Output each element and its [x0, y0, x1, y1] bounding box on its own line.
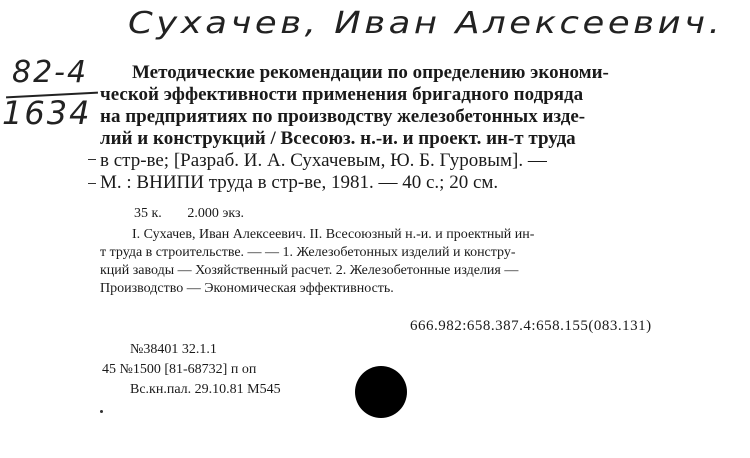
accession-line: 45 №1500 [81-68732] п оп: [102, 362, 257, 377]
main-entry: [100, 62, 712, 194]
accession-line: Вс.кн.пал. 29.10.81 М545: [130, 382, 281, 397]
price-line: [134, 206, 244, 222]
main-entry-line: лий и конструкций / Всесоюз. н.-и. и проект. ин-т труда: [100, 128, 576, 149]
main-entry-line: М. : ВНИПИ труда в стр-ве, 1981. — 40 с.; 20 см.: [100, 172, 499, 193]
subject-notes: [100, 226, 712, 298]
notes-line: Производство — Экономическая эффективность.: [100, 281, 394, 296]
margin-mark: [88, 159, 96, 160]
margin-dot: [100, 410, 103, 413]
handwritten-call-number-bottom: 1634: [2, 94, 92, 132]
handwritten-author-name: Сухачев, Иван Алексеевич.: [128, 6, 724, 41]
margin-mark: [88, 183, 96, 184]
punch-hole: [355, 366, 407, 418]
main-entry-line: ческой эффективности применения бригадного подряда: [100, 84, 584, 105]
notes-line: кций заводы — Хозяйственный расчет. 2. Железобетонные изделия —: [100, 263, 519, 278]
handwritten-call-number-top: 82-4: [12, 55, 89, 90]
notes-line: т труда в строительстве. — — 1. Железобетонных изделий и констру-: [100, 245, 516, 260]
notes-line: I. Сухачев, Иван Алексеевич. II. Всесоюзный н.-и. и проектный ин-: [132, 227, 535, 242]
main-entry-line: Методические рекомендации по определению экономи-: [132, 62, 609, 83]
print-run: 2.000 экз.: [187, 206, 244, 221]
price-cost: 35 к.: [134, 206, 162, 221]
udc-code: 666.982:658.387.4:658.155(083.131): [410, 318, 652, 334]
main-entry-line: в стр-ве; [Разраб. И. А. Сухачевым, Ю. Б. Гуровым]. —: [100, 150, 547, 171]
main-entry-line: на предприятиях по производству железобетонных изде-: [100, 106, 586, 127]
accession-line: №38401 32.1.1: [130, 342, 217, 357]
accession-block: [102, 340, 281, 400]
